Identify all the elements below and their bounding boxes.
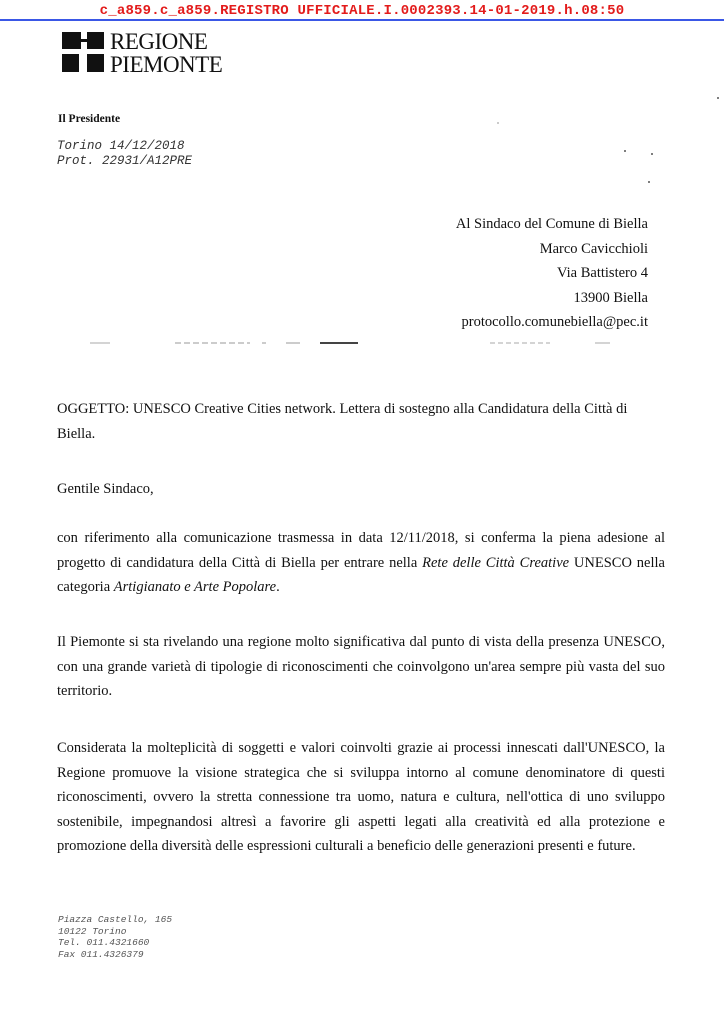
paragraph-1-text-b: UNESCO nella categoria [57, 554, 665, 595]
paragraph-1-text-a: con riferimento alla comunicazione trasmessa in data 12/11/2018, si conferma la piena adesione al progetto di candidatura della Città di Biella per entrare nella [57, 530, 665, 571]
subject-line: OGGETTO: UNESCO Creative Cities network. Lettera di sostegno alla Candidatura della Città di Biella. [57, 401, 628, 442]
paragraph-1-text-c: . [276, 579, 280, 595]
paragraph-2: Il Piemonte si sta rivelando una regione molto significativa dal punto di vista della presenza UNESCO, con una grande varietà di tipologie di riconoscimenti che coinvolgono un'area sempre più vasta del suo territorio. [57, 634, 665, 699]
scan-speck [717, 97, 719, 99]
stamp-divider [0, 19, 724, 21]
paragraph-1-italic-category: Artigianato e Arte Popolare [113, 579, 277, 595]
logo-line-regione: REGIONE [110, 29, 208, 54]
recipient-street: Via Battistero 4 [557, 265, 648, 281]
recipient-title: Al Sindaco del Comune di Biella [455, 216, 648, 232]
logo-line-piemonte: PIEMONTE [110, 52, 223, 77]
salutation: Gentile Sindaco, [57, 481, 154, 497]
recipient-name: Marco Cavicchioli [539, 240, 648, 257]
scan-speck [497, 122, 499, 124]
footer-street: Piazza Castello, 165 [58, 914, 173, 925]
footer-fax: Fax 011.4326379 [58, 948, 144, 960]
sender-role: Il Presidente [58, 113, 121, 125]
protocol-stamp: c_a859.c_a859.REGISTRO UFFICIALE.I.0002393.14-01-2019.h.08:50 [99, 3, 625, 19]
scan-speck [624, 150, 626, 152]
logo-squares-icon [62, 30, 106, 74]
scan-artifact-line [90, 340, 630, 346]
protocol-number: Prot. 22931/A12PRE [57, 154, 193, 168]
date-protocol-block [57, 139, 192, 169]
recipient-email: protocollo.comunebiella@pec.it [461, 314, 648, 330]
recipient-address [456, 212, 648, 335]
scan-speck [651, 153, 653, 155]
recipient-city: 13900 Biella [573, 289, 648, 306]
paragraph-3: Considerata la molteplicità di soggetti e valori coinvolti grazie ai processi innescati dall'UNESCO, la Regione promuove la visione strategica che si sviluppa intorno al comune denominatore di questi riconoscimenti, ovvero la stretta connessione tra uomo, natura e cultura, nell'ottica di uno sviluppo sostenibile, impegnandosi altresì a favorire gli aspetti legati alla creatività ed alla protezione e promozione della diversità delle espressioni culturali a beneficio delle generazioni presenti e future. [57, 740, 665, 854]
paragraph-1 [57, 526, 665, 600]
place-date: Torino 14/12/2018 [57, 139, 185, 153]
paragraph-1-italic-network: Rete delle Città Creative [422, 554, 570, 571]
footer-city: 10122 Torino [58, 925, 127, 937]
scan-speck [648, 181, 650, 183]
regione-piemonte-logo [62, 30, 222, 76]
footer-tel: Tel. 011.4321660 [58, 937, 150, 948]
footer-address [58, 914, 172, 960]
